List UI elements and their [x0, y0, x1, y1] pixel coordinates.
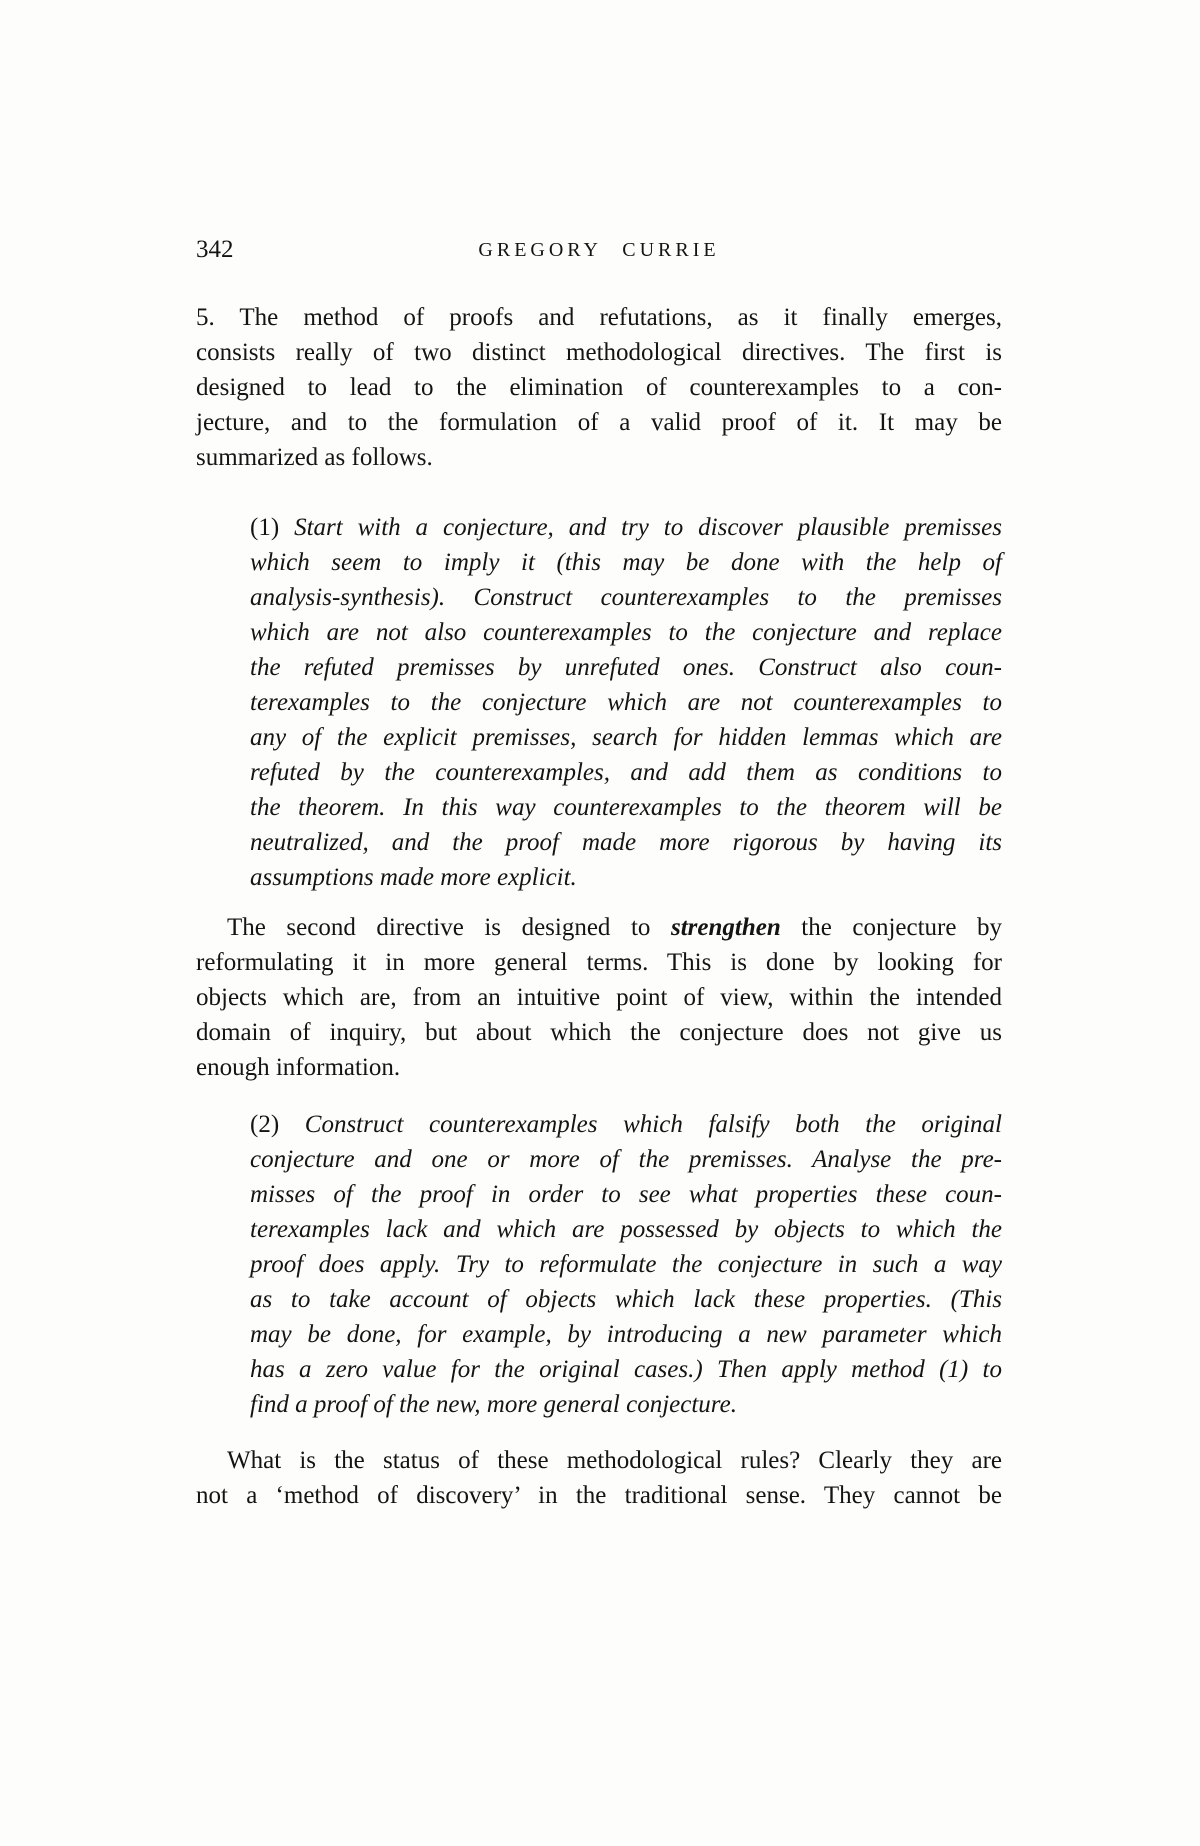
text-line: which seem to imply it (this may be done with the help of [250, 549, 1002, 576]
text-line: misses of the proof in order to see what properties these coun- [250, 1181, 1002, 1208]
text-line: any of the explicit premisses, search for hidden lemmas which are [250, 724, 1002, 751]
text-segment: Construct counterexamples which falsify both the original [304, 1111, 1002, 1138]
text-line: which are not also counterexamples to the conjecture and replace [250, 619, 1002, 646]
text-line: 5. The method of proofs and refutations, as it finally emerges, [196, 304, 1002, 331]
text-line [250, 1107, 1002, 1142]
page-header [196, 236, 1002, 264]
text-line: find a proof of the new, more general conjecture. [250, 1391, 737, 1418]
text-line: has a zero value for the original cases.) Then apply method (1) to [250, 1356, 1002, 1383]
block-quote-directive-1 [250, 510, 1002, 895]
text-line: domain of inquiry, but about which the conjecture does not give us [196, 1019, 1002, 1046]
text-line: jecture, and to the formulation of a valid proof of it. It may be [196, 409, 1002, 436]
text-line: reformulating it in more general terms. This is done by looking for [196, 949, 1002, 976]
text-segment: the conjecture by [780, 914, 1002, 941]
emphasis-strengthen: strengthen [670, 914, 781, 941]
text-line: summarized as follows. [196, 444, 433, 471]
text-line: analysis-synthesis). Construct counterexamples to the premisses [250, 584, 1002, 611]
text-line [250, 510, 1002, 545]
text-line: the theorem. In this way counterexamples to the theorem will be [250, 794, 1002, 821]
paragraph-status-of-rules [196, 1443, 1002, 1513]
text-line: terexamples to the conjecture which are not counterexamples to [250, 689, 1002, 716]
text-line: terexamples lack and which are possessed by objects to which the [250, 1216, 1002, 1243]
list-number: (1) [250, 514, 280, 541]
text-column [196, 236, 1002, 1513]
text-line: conjecture and one or more of the premisses. Analyse the pre- [250, 1146, 1002, 1173]
text-segment: Start with a conjecture, and try to discover plausible premisses [294, 514, 1002, 541]
text-line: What is the status of these methodological rules? Clearly they are [227, 1447, 1002, 1474]
block-quote-directive-2 [250, 1107, 1002, 1422]
text-line: not a ‘method of discovery’ in the traditional sense. They cannot be [196, 1482, 1002, 1509]
text-line: refuted by the counterexamples, and add them as conditions to [250, 759, 1002, 786]
text-line: may be done, for example, by introducing a new parameter which [250, 1321, 1002, 1348]
text-line: consists really of two distinct methodological directives. The first is [196, 339, 1002, 366]
text-line: assumptions made more explicit. [250, 864, 577, 891]
text-line: enough information. [196, 1054, 401, 1081]
paragraph-second-directive [196, 910, 1002, 1085]
running-title: GREGORY CURRIE [478, 239, 720, 261]
list-number: (2) [250, 1111, 280, 1138]
text-line: neutralized, and the proof made more rigorous by having its [250, 829, 1002, 856]
text-line: objects which are, from an intuitive point of view, within the intended [196, 984, 1002, 1011]
text-segment: The second directive is designed to [227, 914, 671, 941]
text-line: proof does apply. Try to reformulate the conjecture in such a way [250, 1251, 1002, 1278]
text-line: as to take account of objects which lack these properties. (This [250, 1286, 1002, 1313]
paragraph-method-intro [196, 300, 1002, 475]
text-line: the refuted premisses by unrefuted ones. Construct also coun- [250, 654, 1002, 681]
text-line: designed to lead to the elimination of counterexamples to a con- [196, 374, 1002, 401]
text-line [196, 910, 1002, 945]
page-number: 342 [196, 236, 234, 263]
